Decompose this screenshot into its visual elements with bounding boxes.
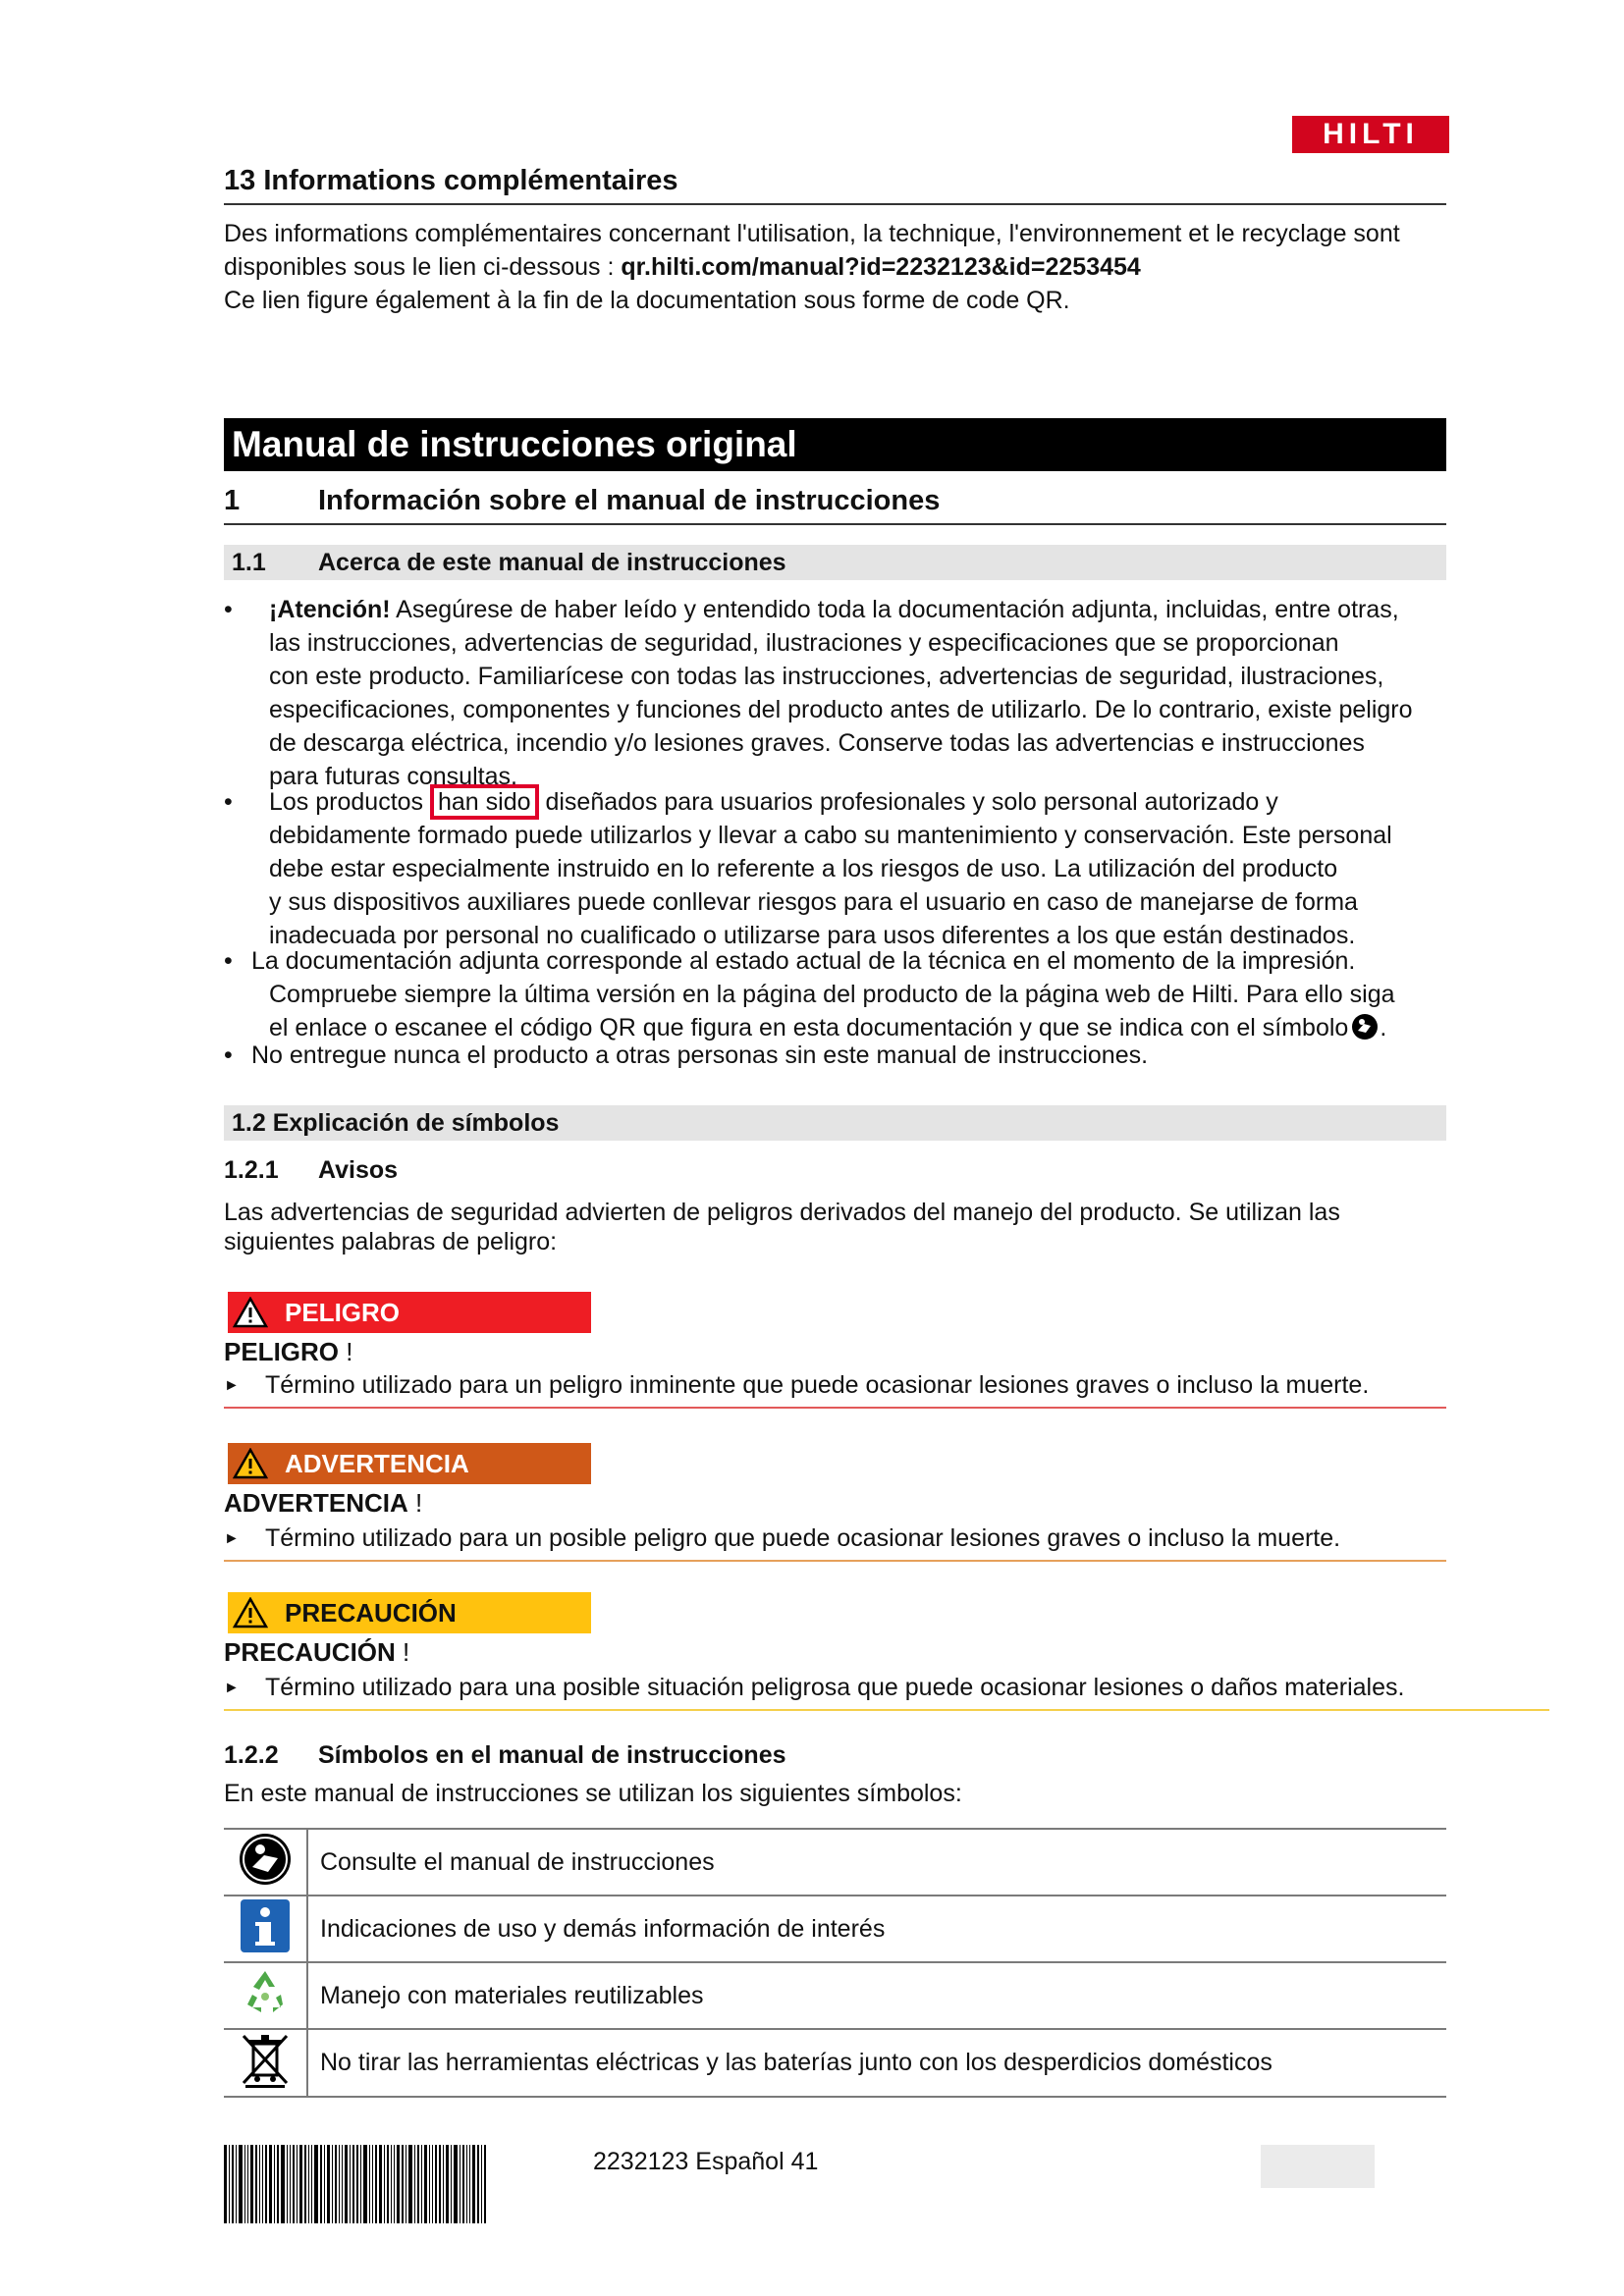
barcode-bar	[424, 2145, 427, 2223]
barcode-bar	[290, 2145, 291, 2223]
barcode-bar	[232, 2145, 234, 2223]
list-item: • ¡Atención! Asegúrese de haber leído y entendido toda la documentación adjunta, incluidas, entre otras, las instrucciones, advertencias de seguridad, ilustraciones y especificaciones que se proporcionan con este producto. Familiarícese con todas las instrucciones, advertencias de seguridad, ilustraciones, especificaciones, componentes y funciones del producto antes de utilizarlo. De lo contrario, existe peligro de descarga eléctrica, incendio y/o lesiones graves. Conserve todas las advertencias e instrucciones para futuras consultas.	[224, 593, 1569, 799]
barcode-bar	[391, 2145, 392, 2223]
barcode-bar	[421, 2145, 422, 2223]
barcode-bar	[250, 2145, 253, 2223]
table-row	[224, 1962, 1446, 2029]
highlighted-text-mark: han sido	[430, 784, 539, 820]
section-13-paragraph-line-2: disponibles sous le lien ci-dessous : qr.hilti.com/manual?id=2232123&id=2253454	[224, 253, 1141, 281]
table-row	[224, 2029, 1446, 2097]
barcode-bar	[327, 2145, 330, 2223]
barcode-bar	[265, 2145, 267, 2223]
barcode-bar	[255, 2145, 257, 2223]
barcode-bar	[304, 2145, 306, 2223]
caution-description: ► Término utilizado para una posible situación peligrosa que puede ocasionar lesiones o daños materiales.	[224, 1671, 1549, 1711]
bullet-dot: •	[224, 1041, 233, 1069]
barcode-bar	[269, 2145, 272, 2223]
symbol-description: Indicaciones de uso y demás información de interés	[307, 1896, 1446, 1962]
barcode-bar	[342, 2145, 343, 2223]
list-item: • Los productos han sido diseñados para usuarios profesionales y solo personal autorizado y debidamente formado puede utilizarlos y llevar a cabo su mantenimiento y conservación. Este personal debe estar especialmente instruido en lo referente a los riesgos de uso. La utilización del producto y sus dispositivos auxiliares puede conllevar riesgos para el usuario en caso de manejarse de forma inadecuada por personal no cualificado o utilizarse para usos diferentes a los que están destinados.	[224, 785, 1569, 962]
barcode-bar	[335, 2145, 337, 2223]
barcode-bar	[379, 2145, 382, 2223]
barcode-bar	[297, 2145, 298, 2223]
warning-description: ► Término utilizado para un posible peligro que puede ocasionar lesiones graves o incluso la muerte.	[224, 1522, 1446, 1562]
barcode-bar	[402, 2145, 404, 2223]
table-row	[224, 1896, 1446, 1962]
crossed-bin-icon	[238, 2030, 293, 2089]
barcode-bar	[287, 2145, 288, 2223]
danger-signal-panel: PELIGRO	[228, 1292, 591, 1333]
footer-gray-box	[1261, 2145, 1375, 2188]
barcode-bar	[454, 2145, 458, 2223]
warnings-intro-line-1: Las advertencias de seguridad advierten de peligros derivados del manejo del producto. Se utilizan las	[224, 1199, 1340, 1226]
warnings-intro-line-2: siguientes palabras de peligro:	[224, 1228, 558, 1255]
info-icon	[240, 1898, 291, 1953]
warning-signal-panel: ADVERTENCIA	[228, 1443, 591, 1484]
caution-title: PRECAUCIÓN !	[224, 1637, 410, 1667]
barcode-bar	[332, 2145, 333, 2223]
barcode-bar	[435, 2145, 437, 2223]
barcode-bar	[484, 2145, 486, 2223]
barcode-bar	[432, 2145, 433, 2223]
manual-link[interactable]: qr.hilti.com/manual?id=2232123&id=2253454	[621, 253, 1141, 281]
barcode-bar	[224, 2145, 227, 2223]
barcode-bar	[299, 2145, 302, 2223]
document-page: HILTI 13 Informations complémentaires Des informations complémentaires concernant l'utilisation, la technique, l'environnement et le recyclage sont disponibles sous le lien ci-dessous : qr.hilti.com/manual?id=2232123&id=2253454 Ce lien figure également à la fin de la documentation sous forme de code QR. Manual de instrucciones original 1 Información sobre el manual de instrucciones 1.1 Acerca de este manual de instrucciones • ¡Atención! Asegúrese de haber leído y entendido toda la documentación adjunta, incluidas, entre otras, las instrucciones, advertencias de seguridad, ilustraciones y especificaciones que se proporcionan con este producto. Familiarícese con todas las instrucciones, advertencias de seguridad, ilustraciones, especificaciones, componentes y funciones del producto antes de utilizarlo. De lo contrario, existe peligro de descarga eléctrica, incendio y/o lesiones graves. Conserve todas las advertencias e instrucciones para futuras consultas. • Los productos han sido diseñados para usuarios profesionales y solo personal autorizado y debidamente formado puede utilizarlos y llevar a cabo su mantenimiento y conservación. Este personal debe estar especialmente instruido en lo referente a los riesgos de uso. La utilización del producto y sus dispositivos auxiliares puede conllevar riesgos para el usuario en caso de manejarse de forma inadecuada por personal no cualificado o utilizarse para usos diferentes a los que están destinados. • La documentación adjunta corresponde al estado actual de la técnica en el momento de la impresión. Compruebe siempre la última versión en la página del producto de la página web de Hilti. Para ello siga el enlace o escanee el código QR que figura en esta documentación y que se indica con el símbolo . • No entregue nunca el producto a otras personas sin este manual de instrucciones. 1.2 Explicación de símbolos 1.2.1 Avisos Las advertencias de seguridad advierten de peligros derivados del manejo del producto. Se utilizan las siguientes palabras de peligro: PELIGRO PELIGRO ! ► Término utilizado para un peligro inminente que puede ocasionar lesiones graves o incluso la muerte. ADVERTENCIA ADVERTENCIA ! ► Término utilizado para un posible peligro que puede ocasionar lesiones graves o incluso la muerte. PRECAUCIÓN PRECAUCIÓN ! ► Término utilizado para una posible situación peligrosa que puede ocasionar lesiones o daños materiales. 1.2.2 Símbolos en el manual de instrucciones En este manual de instrucciones se utilizan los siguientes símbolos: Consulte el manual de instrucciones Indicaciones de uso y demás información de interés Manejo con materiales reutilizables No tirar las herramientas eléctricas y las baterías junto con los desperdicios domésticos 2232123 Español 41	[0, 0, 1624, 2296]
manual-title-bar: Manual de instrucciones original	[224, 418, 1446, 471]
barcode-bar	[352, 2145, 354, 2223]
bullet-dot: •	[224, 947, 233, 975]
warning-triangle-icon	[233, 1297, 268, 1328]
barcode-bar	[274, 2145, 275, 2223]
barcode-bar	[469, 2145, 470, 2223]
caution-signal-panel: PRECAUCIÓN	[228, 1592, 591, 1633]
barcode-bar	[375, 2145, 377, 2223]
barcode-bar	[314, 2145, 318, 2223]
barcode-bar	[339, 2145, 340, 2223]
symbol-description: Manejo con materiales reutilizables	[307, 1962, 1446, 2029]
barcode-bar	[236, 2145, 237, 2223]
barcode-bar	[259, 2145, 260, 2223]
danger-description: ► Término utilizado para un peligro inminente que puede ocasionar lesiones graves o incluso la muerte.	[224, 1368, 1446, 1409]
warning-triangle-icon	[233, 1448, 268, 1479]
symbol-description: Consulte el manual de instrucciones	[307, 1829, 1446, 1896]
warning-triangle-icon	[233, 1597, 268, 1629]
barcode-bar	[397, 2145, 400, 2223]
symbol-description: No tirar las herramientas eléctricas y las baterías junto con los desperdicios domésticos	[307, 2029, 1446, 2097]
recycle-icon	[238, 1965, 293, 2020]
barcode-bar	[311, 2145, 312, 2223]
barcode-bar	[466, 2145, 467, 2223]
barcode-bar	[244, 2145, 245, 2223]
barcode-bar	[394, 2145, 395, 2223]
barcode-bar	[443, 2145, 444, 2223]
barcode-bar	[324, 2145, 325, 2223]
section-13-heading: 13 Informations complémentaires	[224, 165, 1446, 205]
barcode-bar	[277, 2145, 279, 2223]
bullet-dot: •	[224, 788, 233, 816]
section-1-heading: 1 Información sobre el manual de instrucciones	[224, 485, 1446, 525]
list-item: • La documentación adjunta corresponde al estado actual de la técnica en el momento de la impresión. Compruebe siempre la última versión en la página del producto de la página web de Hilti. Para ello siga el enlace o escanee el código QR que figura en esta documentación y que se indica con el símbolo .	[224, 944, 1569, 1052]
barcode-bar	[472, 2145, 475, 2223]
section-1-2-2-heading: 1.2.2 Símbolos en el manual de instrucciones	[224, 1741, 786, 1769]
barcode-bar	[247, 2145, 248, 2223]
danger-title: PELIGRO !	[224, 1337, 353, 1366]
barcode-bar	[384, 2145, 385, 2223]
table-row	[224, 1829, 1446, 1896]
section-1-2-heading: 1.2 Explicación de símbolos	[224, 1105, 1446, 1141]
section-13-paragraph-line-3: Ce lien figure également à la fin de la documentation sous forme de code QR.	[224, 287, 1070, 314]
barcode-bar	[417, 2145, 419, 2223]
read-manual-icon	[238, 1832, 293, 1887]
barcode-bar	[408, 2145, 412, 2223]
barcode-bar	[281, 2145, 285, 2223]
barcode-bar	[369, 2145, 370, 2223]
barcode-bar	[345, 2145, 348, 2223]
barcode-bar	[356, 2145, 358, 2223]
barcode-bar	[360, 2145, 361, 2223]
barcode-bar	[308, 2145, 309, 2223]
barcode-bar	[462, 2145, 464, 2223]
barcode-bar	[320, 2145, 322, 2223]
barcode-bar	[229, 2145, 230, 2223]
hilti-logo: HILTI	[1292, 116, 1449, 153]
symbols-intro: En este manual de instrucciones se utilizan los siguientes símbolos:	[224, 1780, 962, 1807]
page-footer: 2232123 Español 41	[593, 2148, 819, 2175]
barcode-bar	[477, 2145, 479, 2223]
warning-title: ADVERTENCIA !	[224, 1488, 423, 1518]
barcode-bar	[446, 2145, 449, 2223]
barcode-bar	[293, 2145, 295, 2223]
barcode-bar	[350, 2145, 351, 2223]
barcode-bar	[372, 2145, 373, 2223]
barcode-bar	[363, 2145, 367, 2223]
barcode-bar	[481, 2145, 482, 2223]
symbols-table	[224, 1828, 1446, 2098]
barcode-bar	[239, 2145, 243, 2223]
barcode-bar	[387, 2145, 389, 2223]
barcode	[224, 2145, 562, 2223]
section-1-2-1-heading: 1.2.1 Avisos	[224, 1156, 399, 1184]
barcode-bar	[451, 2145, 452, 2223]
barcode-bar	[262, 2145, 263, 2223]
section-13-paragraph-line-1: Des informations complémentaires concernant l'utilisation, la technique, l'environnement et le recyclage sont	[224, 220, 1400, 247]
section-1-1-heading: 1.1 Acerca de este manual de instrucciones	[224, 545, 1446, 580]
read-manual-icon	[1350, 1012, 1380, 1041]
bullet-dot: •	[224, 596, 233, 623]
barcode-bar	[439, 2145, 441, 2223]
barcode-bar	[429, 2145, 430, 2223]
barcode-bar	[414, 2145, 415, 2223]
